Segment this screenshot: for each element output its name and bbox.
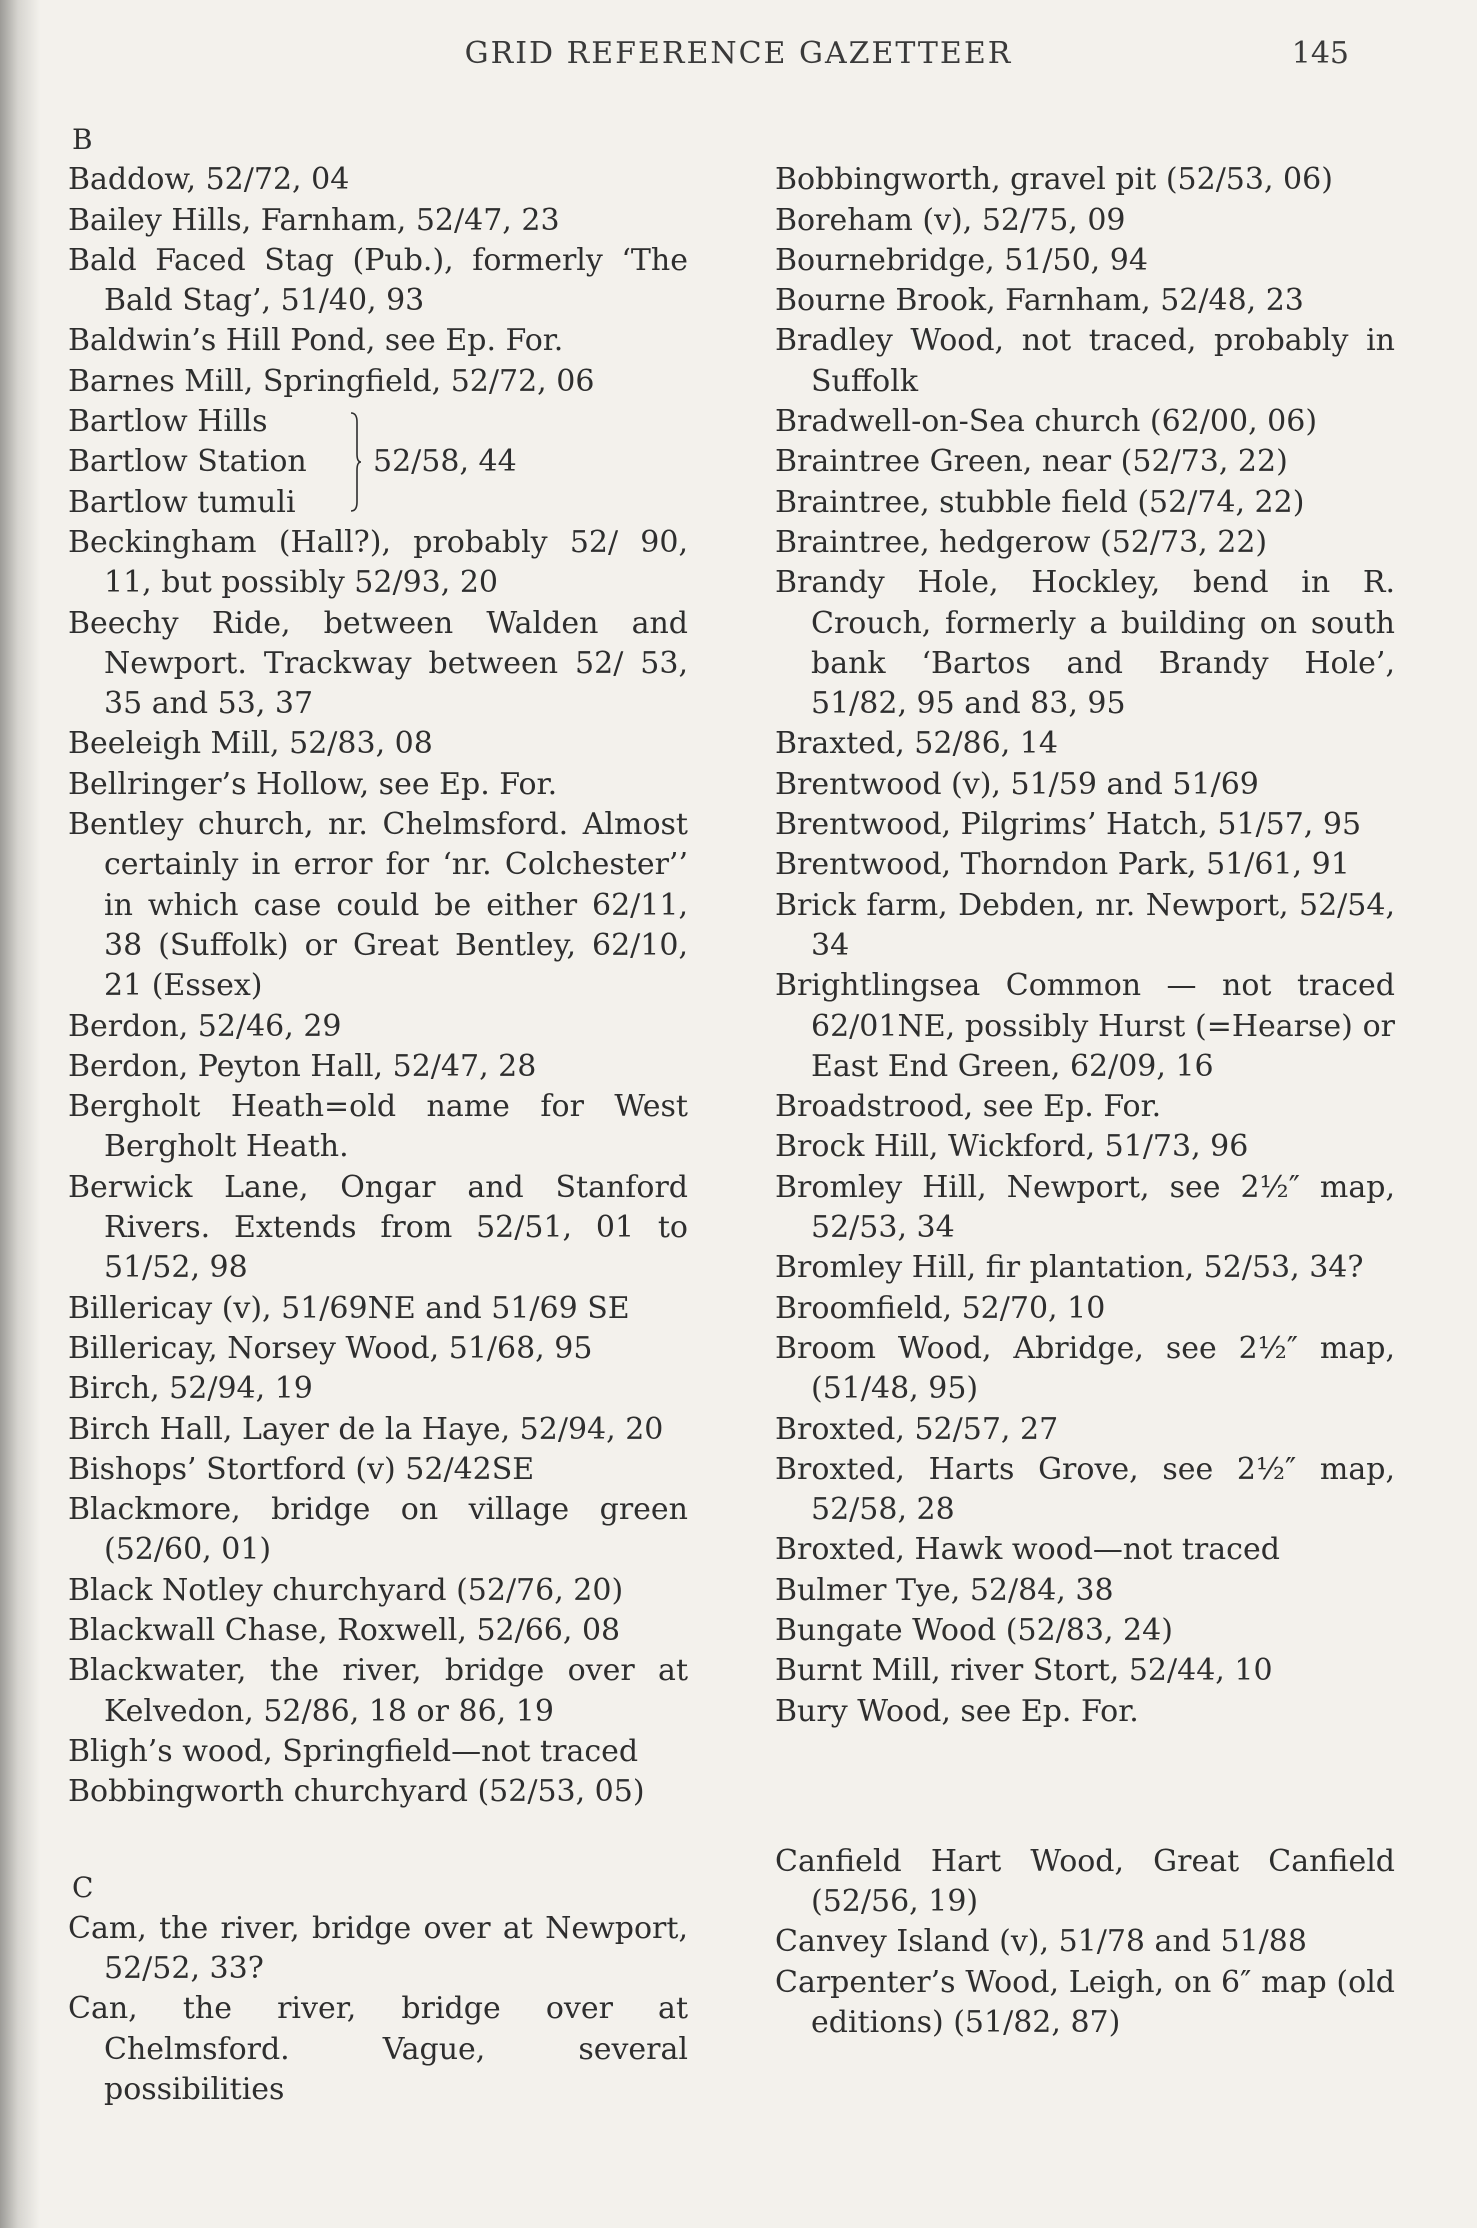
brace-entry: Bartlow Hills <box>68 404 268 440</box>
gazetteer-entry: Beckingham (Hall?), probably 52/ 90, 11, but possibly 52/93, 20 <box>68 524 688 601</box>
gazetteer-entry: Braintree, stubble field (52/74, 22) <box>775 484 1305 520</box>
gazetteer-entry: Blackwall Chase, Roxwell, 52/66, 08 <box>68 1612 621 1648</box>
gazetteer-entry: Broxted, Hawk wood—not traced <box>775 1532 1280 1568</box>
left-b-entries <box>68 160 688 402</box>
gazetteer-entry: Black Notley churchyard (52/76, 20) <box>68 1572 624 1608</box>
running-title: GRID REFERENCE GAZETTEER <box>464 36 1013 71</box>
gazetteer-entry: Broomfield, 52/70, 10 <box>775 1290 1106 1326</box>
gazetteer-entry: Bailey Hills, Farnham, 52/47, 23 <box>68 202 560 238</box>
gazetteer-entry: Bromley Hill, fir plantation, 52/53, 34? <box>775 1250 1364 1286</box>
page-number: 145 <box>1291 36 1349 71</box>
book-spine-shadow <box>0 0 40 2228</box>
gazetteer-entry: Boreham (v), 52/75, 09 <box>775 202 1126 238</box>
gazetteer-entry: Berdon, Peyton Hall, 52/47, 28 <box>68 1048 537 1084</box>
gazetteer-entry: Bligh’s wood, Springfield—not traced <box>68 1733 639 1769</box>
gazetteer-entry: Broadstrood, see Ep. For. <box>775 1089 1162 1125</box>
brace-entry: Bartlow Station <box>68 444 307 480</box>
gazetteer-entry: Billericay, Norsey Wood, 51/68, 95 <box>68 1330 593 1366</box>
left-b-entries-2 <box>68 523 688 1813</box>
gazetteer-entry: Baddow, 52/72, 04 <box>68 162 350 198</box>
gazetteer-entry: Bentley church, nr. Chelmsford. Almost certainly in error for ‘nr. Colchester’’ in which case could be either 62/11, 38 (Suffolk) or Great Bentley, 62/10, 21 (Essex) <box>68 807 688 1004</box>
gazetteer-entry: Burnt Mill, river Stort, 52/44, 10 <box>775 1653 1273 1689</box>
gazetteer-entry: Broxted, 52/57, 27 <box>775 1411 1059 1447</box>
gazetteer-entry: Brentwood (v), 51/59 and 51/69 <box>775 766 1259 802</box>
gazetteer-entry: Birch, 52/94, 19 <box>68 1371 313 1407</box>
gazetteer-entry: Carpenter’s Wood, Leigh, on 6″ map (old editions) (51/82, 87) <box>775 1964 1395 2041</box>
gazetteer-entry: Brightlingsea Common — not traced 62/01NE, possibly Hurst (=Hearse) or East End Green, 62/09, 16 <box>775 968 1395 1084</box>
gazetteer-entry: Bald Faced Stag (Pub.), formerly ‘The Bald Stag’, 51/40, 93 <box>68 242 688 319</box>
gazetteer-entry: Brandy Hole, Hockley, bend in R. Crouch, formerly a building on south bank ‘Bartos and Brandy Hole’, 51/82, 95 and 83, 95 <box>775 565 1395 722</box>
curly-brace-icon <box>350 412 362 512</box>
gazetteer-entry: Broxted, Harts Grove, see 2½″ map, 52/58, 28 <box>775 1451 1395 1528</box>
gazetteer-entry: Birch Hall, Layer de la Haye, 52/94, 20 <box>68 1411 664 1447</box>
section-letter-c: C <box>72 1871 94 1905</box>
right-column <box>775 120 1395 2043</box>
brace-grid-ref: 52/58, 44 <box>373 444 517 480</box>
gazetteer-entry: Bungate Wood (52/83, 24) <box>775 1612 1173 1648</box>
gazetteer-entry: Bury Wood, see Ep. For. <box>775 1693 1139 1729</box>
gazetteer-entry: Braxted, 52/86, 14 <box>775 726 1058 762</box>
gazetteer-entry: Bulmer Tye, 52/84, 38 <box>775 1572 1114 1608</box>
gazetteer-entry: Bobbingworth, gravel pit (52/53, 06) <box>775 162 1333 198</box>
gazetteer-entry: Berwick Lane, Ongar and Stanford Rivers. Extends from 52/51, 01 to 51/52, 98 <box>68 1169 688 1286</box>
gazetteer-entry: Brentwood, Thorndon Park, 51/61, 91 <box>775 847 1350 883</box>
left-c-entries <box>68 1909 688 2110</box>
gazetteer-entry: Bourne Brook, Farnham, 52/48, 23 <box>775 283 1304 319</box>
gazetteer-entry: Bradwell-on-Sea church (62/00, 06) <box>775 404 1318 440</box>
gazetteer-entry: Bergholt Heath=old name for West Bergholt Heath. <box>68 1089 688 1165</box>
gazetteer-entry: Bradley Wood, not traced, probably in Suffolk <box>775 323 1395 399</box>
gazetteer-entry: Can, the river, bridge over at Chelmsford. Vague, several possibilities <box>68 1991 688 2107</box>
gazetteer-entry: Berdon, 52/46, 29 <box>68 1008 342 1044</box>
gazetteer-entry: Brentwood, Pilgrims’ Hatch, 51/57, 95 <box>775 807 1362 843</box>
gazetteer-entry: Bournebridge, 51/50, 94 <box>775 242 1148 278</box>
gazetteer-entry: Braintree Green, near (52/73, 22) <box>775 444 1288 480</box>
right-c-entries <box>775 1842 1395 2043</box>
gazetteer-entry: Bellringer’s Hollow, see Ep. For. <box>68 766 558 802</box>
gazetteer-entry: Beeleigh Mill, 52/83, 08 <box>68 726 433 762</box>
left-column <box>68 120 688 2110</box>
page-header <box>0 36 1477 80</box>
gazetteer-entry: Bobbingworth churchyard (52/53, 05) <box>68 1774 645 1810</box>
gazetteer-entry: Baldwin’s Hill Pond, see Ep. For. <box>68 323 564 359</box>
gazetteer-entry: Broom Wood, Abridge, see 2½″ map, (51/48, 95) <box>775 1330 1395 1407</box>
gazetteer-entry: Brock Hill, Wickford, 51/73, 96 <box>775 1129 1249 1165</box>
gazetteer-entry: Bromley Hill, Newport, see 2½″ map, 52/53, 34 <box>775 1169 1395 1246</box>
gazetteer-entry: Cam, the river, bridge over at Newport, 52/52, 33? <box>68 1910 688 1987</box>
gazetteer-entry: Barnes Mill, Springfield, 52/72, 06 <box>68 363 595 399</box>
section-letter-b: B <box>72 123 93 156</box>
gazetteer-entry: Billericay (v), 51/69NE and 51/69 SE <box>68 1290 630 1326</box>
gazetteer-entry: Blackmore, bridge on village green (52/60, 01) <box>68 1492 688 1568</box>
gazetteer-entry: Brick farm, Debden, nr. Newport, 52/54, 34 <box>775 887 1395 963</box>
bartlow-brace-group <box>68 402 688 523</box>
gazetteer-entry: Blackwater, the river, bridge over at Kelvedon, 52/86, 18 or 86, 19 <box>68 1653 688 1729</box>
brace-entry: Bartlow tumuli <box>68 484 296 520</box>
gazetteer-entry: Canfield Hart Wood, Great Canfield (52/56, 19) <box>775 1843 1395 1920</box>
gazetteer-entry: Bishops’ Stortford (v) 52/42SE <box>68 1451 535 1487</box>
gazetteer-entry: Beechy Ride, between Walden and Newport. Trackway between 52/ 53, 35 and 53, 37 <box>68 605 688 722</box>
right-b-entries <box>775 160 1395 1732</box>
gazetteer-entry: Braintree, hedgerow (52/73, 22) <box>775 524 1268 560</box>
gazetteer-entry: Canvey Island (v), 51/78 and 51/88 <box>775 1924 1307 1960</box>
